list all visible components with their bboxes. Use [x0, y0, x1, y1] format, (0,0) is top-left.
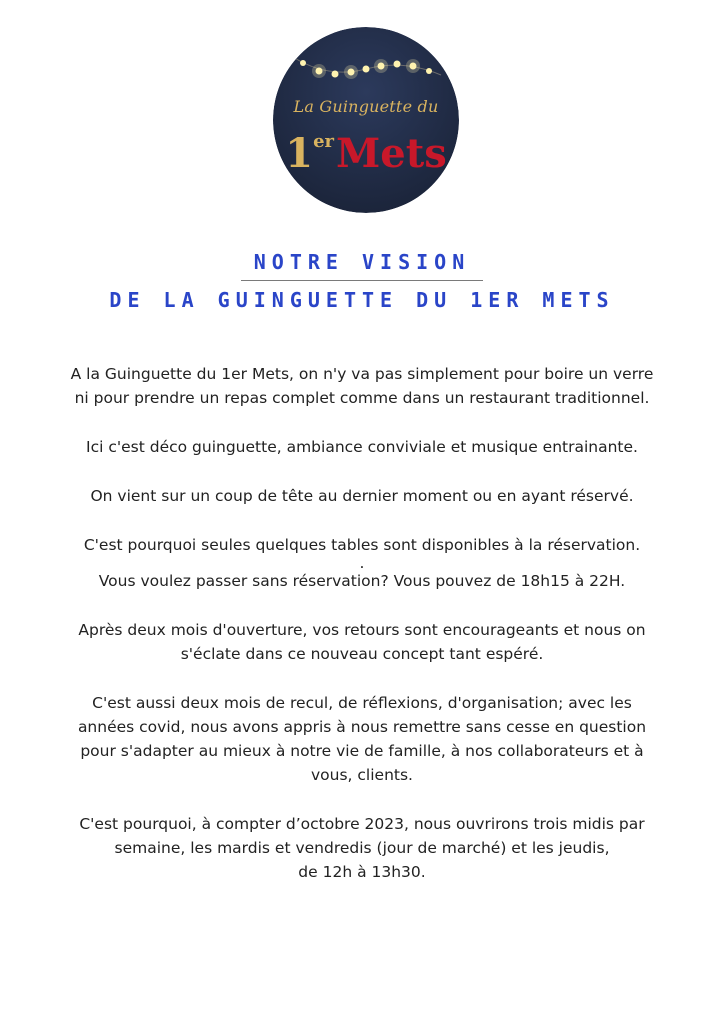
- logo-wordmark: [273, 119, 459, 177]
- paragraph-line: années covid, nous avons appris à nous remettre sans cesse en question: [77, 718, 647, 736]
- paragraph-line: pour s'adapter au mieux à notre vie de famille, à nos collaborateurs et à: [80, 742, 644, 760]
- paragraph-line: ni pour prendre un repas complet comme dans un restaurant traditionnel.: [74, 389, 650, 407]
- paragraph-line: Après deux mois d'ouverture, vos retours sont encourageants et nous on: [78, 621, 646, 639]
- body-text: [40, 362, 684, 884]
- paragraph-line: C'est pourquoi, à compter d’octobre 2023, nous ouvrirons trois midis par: [79, 815, 645, 833]
- logo-number: 1: [285, 130, 314, 177]
- paragraph-line: Vous voulez passer sans réservation? Vous pouvez de 18h15 à 22H.: [98, 572, 626, 590]
- paragraph-line: s'éclate dans ce nouveau concept tant espéré.: [180, 645, 544, 663]
- heading-line-1: NOTRE VISION: [253, 250, 471, 274]
- logo-superscript: er: [313, 131, 335, 152]
- logo-word: Mets: [336, 130, 447, 177]
- heading-divider: [241, 280, 483, 281]
- paragraph-line: C'est aussi deux mois de recul, de réflexions, d'organisation; avec les: [92, 694, 632, 712]
- heading-line-2: DE LA GUINGUETTE DU 1ER METS: [109, 288, 615, 312]
- paragraph-line: .: [359, 554, 365, 572]
- paragraph-line: On vient sur un coup de tête au dernier moment ou en ayant réservé.: [90, 487, 634, 505]
- paragraph-line: C'est pourquoi seules quelques tables sont disponibles à la réservation.: [83, 536, 641, 554]
- logo-script-text: La Guinguette du: [293, 97, 439, 116]
- paragraph-line: semaine, les mardis et vendredis (jour de marché) et les jeudis,: [114, 839, 610, 857]
- paragraph-line: de 12h à 13h30.: [298, 863, 426, 881]
- paragraph-line: Ici c'est déco guinguette, ambiance conviviale et musique entrainante.: [86, 438, 638, 456]
- paragraph-line: A la Guinguette du 1er Mets, on n'y va pas simplement pour boire un verre: [70, 365, 654, 383]
- logo: [273, 27, 459, 213]
- paragraph-line: vous, clients.: [311, 766, 413, 784]
